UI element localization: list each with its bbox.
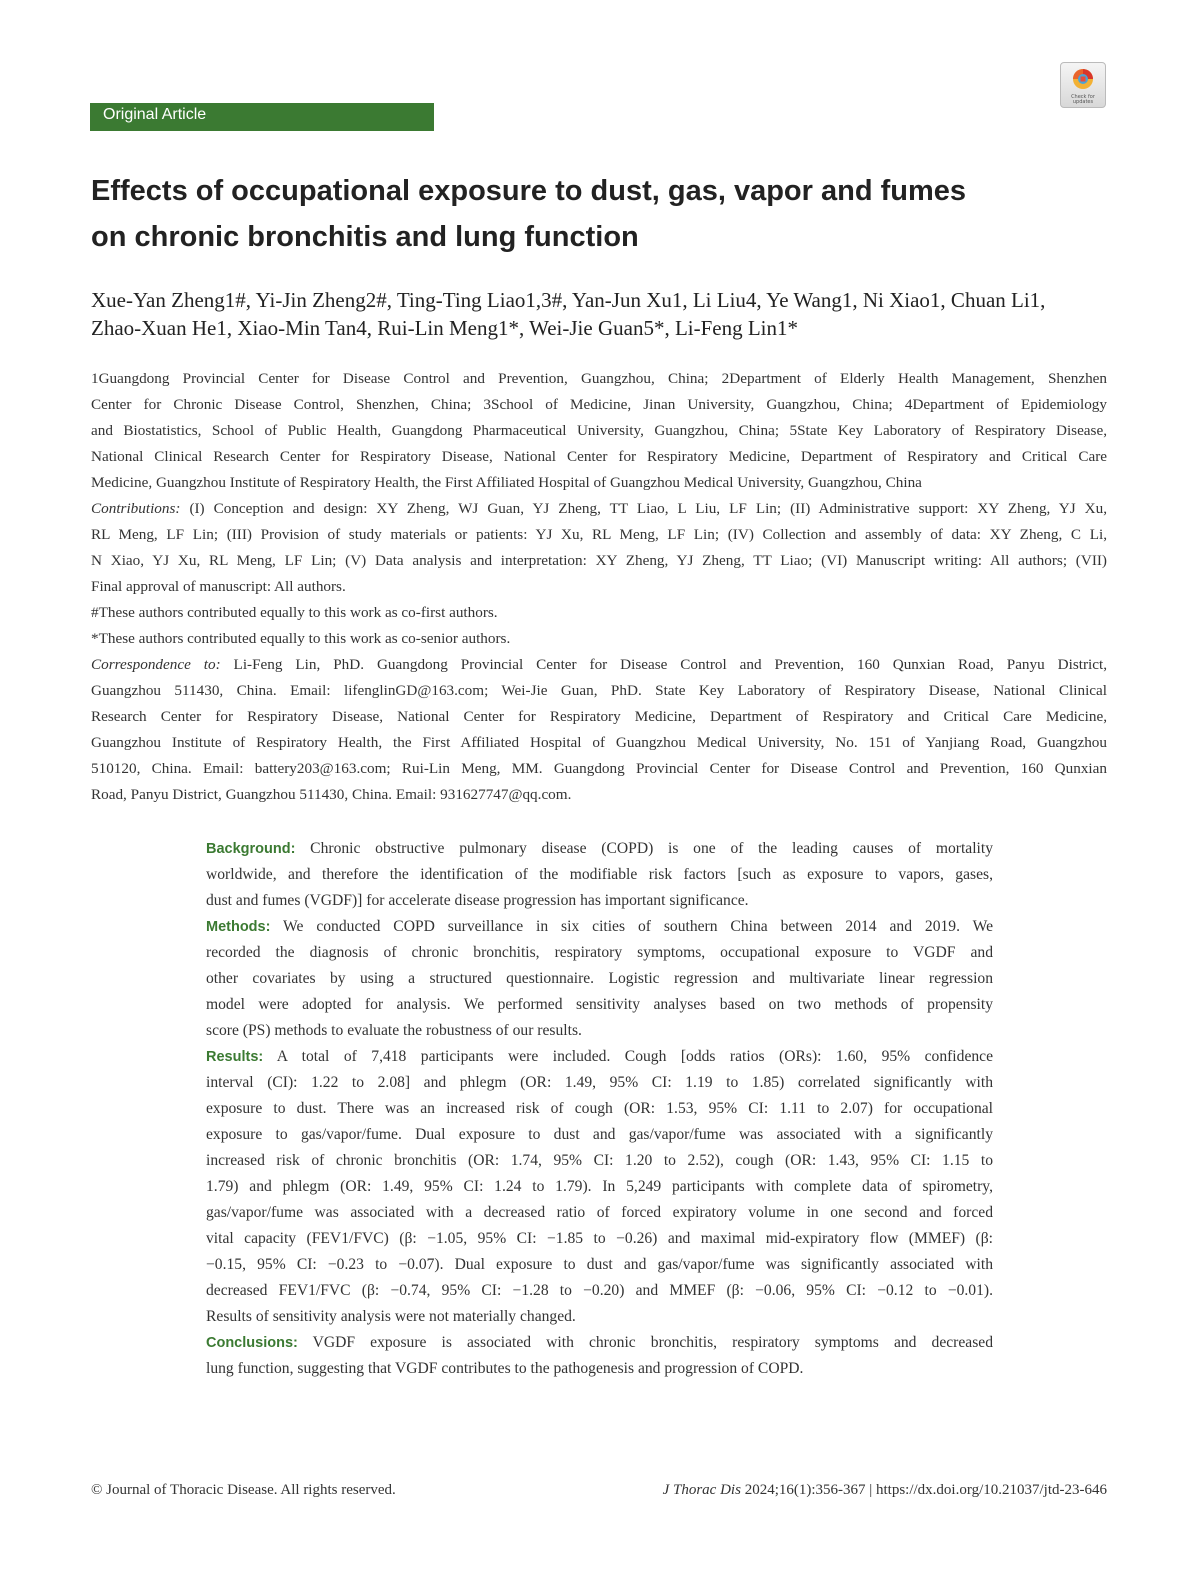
affiliation-line: Medicine, Guangzhou Institute of Respiratory Health, the First Affiliated Hospital of Guangzhou Medical University, Guangzhou, China (91, 474, 922, 491)
methods-heading: Methods: (206, 919, 271, 935)
abstract-line: exposure to dust. There was an increased risk of cough (OR: 1.53, 95% CI: 1.11 to 2.07) for occupational (206, 1100, 993, 1117)
contributions-text: (I) Conception and design: XY Zheng, WJ Guan, YJ Zheng, TT Liao, L Liu, LF Lin; (II) Administrative support: XY Zheng, YJ Xu, (180, 500, 1107, 517)
correspondence-line (91, 652, 1107, 678)
affiliation-line: and Biostatistics, School of Public Health, Guangdong Pharmaceutical University, Guangzhou, China; 5State Key Laboratory of Respiratory Disease, (91, 422, 1107, 439)
abstract-line: model were adopted for analysis. We performed sensitivity analyses based on two methods of propensity (206, 996, 993, 1013)
correspondence-line: Research Center for Respiratory Disease, National Center for Respiratory Medicine, Department of Respiratory and Critical Care Medicine, (91, 708, 1107, 725)
check-for-updates-icon (1070, 67, 1096, 95)
abstract-line: recorded the diagnosis of chronic bronchitis, respiratory symptoms, occupational exposure to VGDF and (206, 944, 993, 961)
check-for-updates-label: Check for updates (1071, 94, 1095, 105)
methods-text: We conducted COPD surveillance in six cities of southern China between 2014 and 2019. We (270, 918, 993, 935)
co-senior-note: *These authors contributed equally to this work as co-senior authors. (91, 630, 511, 647)
abstract-line: dust and fumes (VGDF)] for accelerate disease progression has important significance. (206, 892, 749, 909)
abstract-line: Results of sensitivity analysis were not materially changed. (206, 1308, 576, 1325)
results-heading: Results: (206, 1049, 264, 1065)
abstract-line: vital capacity (FEV1/FVC) (β: −1.05, 95% CI: −1.85 to −0.26) and maximal mid-expiratory flow (MMEF) (β: (206, 1230, 993, 1247)
article-type-badge (90, 103, 434, 131)
footer-citation (663, 1480, 1107, 1500)
abstract-line: increased risk of chronic bronchitis (OR: 1.74, 95% CI: 1.20 to 2.52), cough (OR: 1.43, 95% CI: 1.15 to (206, 1152, 993, 1169)
article-type-label: Original Article (90, 103, 434, 131)
affiliation-line: National Clinical Research Center for Respiratory Disease, National Center for Respiratory Medicine, Department of Respiratory and Critical Care (91, 448, 1107, 465)
title-line: on chronic bronchitis and lung function (91, 221, 639, 253)
author-list (91, 286, 1111, 342)
correspondence-line: Guangzhou Institute of Respiratory Health, the First Affiliated Hospital of Guangzhou Medical University, No. 151 of Yanjiang Road, Guangzhou (91, 734, 1107, 751)
abstract-methods (206, 914, 993, 1044)
contributions-line: N Xiao, YJ Xu, RL Meng, LF Lin; (V) Data analysis and interpretation: XY Zheng, YJ Zheng, TT Liao; (VI) Manuscript writing: All authors; (VII) (91, 552, 1107, 569)
affiliations (91, 366, 1107, 496)
correspondence-line: Guangzhou 511430, China. Email: lifenglinGD@163.com; Wei-Jie Guan, PhD. State Key Laboratory of Respiratory Disease, National Clinical (91, 682, 1107, 699)
abstract-line: exposure to gas/vapor/fume. Dual exposure to dust and gas/vapor/fume was associated with a significantly (206, 1126, 993, 1143)
correspondence-line: Road, Panyu District, Guangzhou 511430, China. Email: 931627747@qq.com. (91, 786, 572, 803)
correspondence-text: Li-Feng Lin, PhD. Guangdong Provincial Center for Disease Control and Prevention, 160 Qunxian Road, Panyu District, (220, 656, 1107, 673)
abstract-line: interval (CI): 1.22 to 2.08] and phlegm (OR: 1.49, 95% CI: 1.19 to 1.85) correlated significantly with (206, 1074, 993, 1091)
footer-copyright: © Journal of Thoracic Disease. All rights reserved. (91, 1482, 396, 1498)
abstract-line: −0.15, 95% CI: −0.23 to −0.07). Dual exposure to dust and gas/vapor/fume was significantly associated with (206, 1256, 993, 1273)
abstract-line: lung function, suggesting that VGDF contributes to the pathogenesis and progression of COPD. (206, 1360, 804, 1377)
contributions-line (91, 496, 1107, 522)
affiliation-line: Center for Chronic Disease Control, Shenzhen, China; 3School of Medicine, Jinan University, Guangzhou, China; 4Department of Epidemiology (91, 396, 1107, 413)
conclusions-text: VGDF exposure is associated with chronic bronchitis, respiratory symptoms and decreased (297, 1334, 993, 1351)
abstract-line: 1.79) and phlegm (OR: 1.49, 95% CI: 1.24 to 1.79). In 5,249 participants with complete data of spirometry, (206, 1178, 993, 1195)
abstract-line (206, 1330, 993, 1356)
author-line: Zhao-Xuan He1, Xiao-Min Tan4, Rui-Lin Meng1*, Wei-Jie Guan5*, Li-Feng Lin1* (91, 316, 799, 340)
abstract-line (206, 914, 993, 940)
abstract (206, 836, 993, 1382)
abstract-line: score (PS) methods to evaluate the robustness of our results. (206, 1022, 582, 1039)
contributions-line: RL Meng, LF Lin; (III) Provision of study materials or patients: YJ Xu, RL Meng, LF Lin; (IV) Collection and assembly of data: XY Zheng, C Li, (91, 526, 1107, 543)
correspondence-line: 510120, China. Email: battery203@163.com; Rui-Lin Meng, MM. Guangdong Provincial Center for Disease Control and Prevention, 160 Qunxian (91, 760, 1107, 777)
abstract-line: decreased FEV1/FVC (β: −0.74, 95% CI: −1.28 to −0.20) and MMEF (β: −0.06, 95% CI: −0.12 to −0.01). (206, 1282, 993, 1299)
footer-journal: J Thorac Dis (662, 1482, 741, 1498)
author-line: Xue-Yan Zheng1#, Yi-Jin Zheng2#, Ting-Ting Liao1,3#, Yan-Jun Xu1, Li Liu4, Ye Wang1, Ni Xiao1, Chuan Li1, (91, 288, 1046, 312)
check-for-updates-badge[interactable] (1060, 62, 1106, 108)
abstract-line: gas/vapor/fume was associated with a decreased ratio of forced expiratory volume in one second and forced (206, 1204, 993, 1221)
title-line: Effects of occupational exposure to dust, gas, vapor and fumes (91, 175, 966, 207)
abstract-line: worldwide, and therefore the identification of the modifiable risk factors [such as exposure to vapors, gases, (206, 866, 993, 883)
background-text: Chronic obstructive pulmonary disease (COPD) is one of the leading causes of mortality (295, 840, 993, 857)
abstract-line (206, 836, 993, 862)
co-first-note: #These authors contributed equally to this work as co-first authors. (91, 604, 498, 621)
correspondence (91, 652, 1107, 808)
contributions-label: Contributions: (91, 500, 181, 517)
article-title (91, 168, 1091, 260)
affiliation-line: 1Guangdong Provincial Center for Disease Control and Prevention, Guangzhou, China; 2Department of Elderly Health Management, Shenzhen (91, 370, 1107, 387)
footer-doi[interactable]: 2024;16(1):356-367 | https://dx.doi.org/10.21037/jtd-23-646 (740, 1482, 1107, 1498)
abstract-results (206, 1044, 993, 1330)
abstract-background (206, 836, 993, 914)
front-matter (91, 366, 1107, 808)
abstract-conclusions (206, 1330, 993, 1382)
contributions (91, 496, 1107, 600)
correspondence-label: Correspondence to: (91, 656, 221, 673)
abstract-line: other covariates by using a structured questionnaire. Logistic regression and multivariate linear regression (206, 970, 993, 987)
contributions-line: Final approval of manuscript: All authors. (91, 578, 346, 595)
background-heading: Background: (206, 841, 296, 857)
abstract-line (206, 1044, 993, 1070)
results-text: A total of 7,418 participants were included. Cough [odds ratios (ORs): 1.60, 95% confidence (263, 1048, 993, 1065)
conclusions-heading: Conclusions: (206, 1335, 298, 1351)
